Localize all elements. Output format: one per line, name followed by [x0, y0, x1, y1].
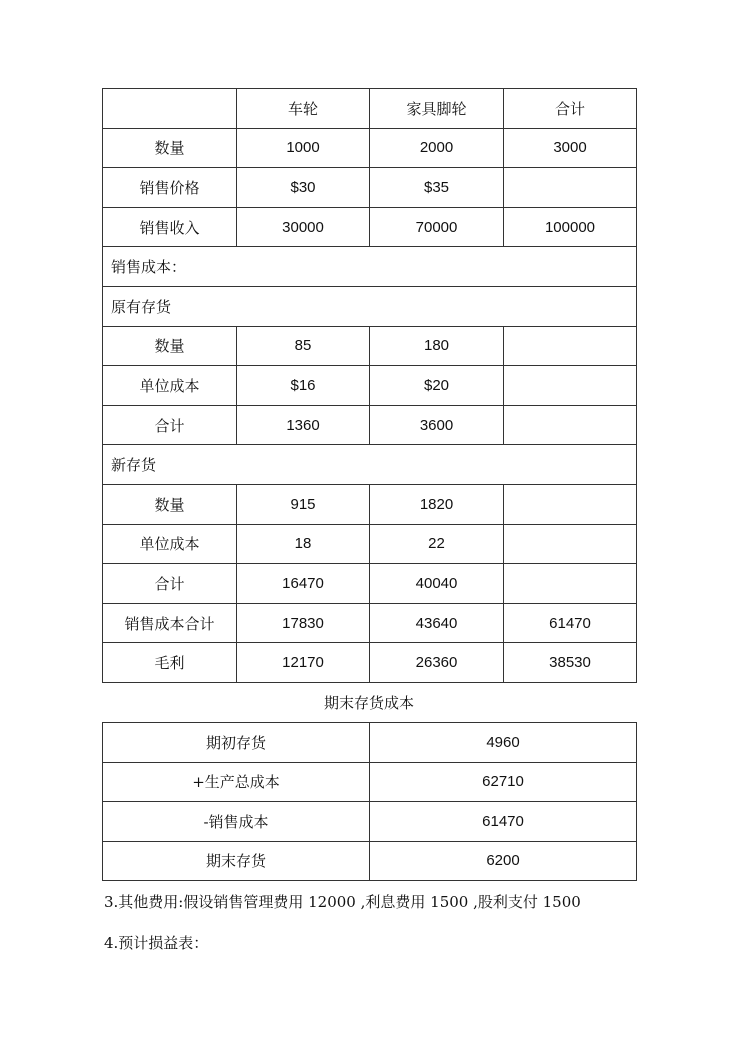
row-label: 销售收入: [103, 207, 237, 247]
table-row: [103, 723, 637, 763]
table-cell: 43640: [370, 603, 504, 643]
row-label: 期末存货: [103, 841, 370, 881]
table-cell: 100000: [504, 207, 637, 247]
table-cell: $20: [370, 366, 504, 406]
header-cell-blank: [103, 89, 237, 129]
table-cell: 915: [237, 484, 370, 524]
table-cell: 1360: [237, 405, 370, 445]
table-cell: 30000: [237, 207, 370, 247]
income-statement-heading: 4.预计损益表：: [104, 934, 209, 952]
table-row: [103, 326, 637, 366]
table-cell: 62710: [370, 762, 637, 802]
table-cell: [504, 564, 637, 604]
row-label: 合计: [103, 405, 237, 445]
row-label: 毛利: [103, 643, 237, 683]
table-cell: 38530: [504, 643, 637, 683]
table-cell: [504, 524, 637, 564]
header-cell-total: 合计: [504, 89, 637, 129]
ending-inventory-title: 期末存货成本: [323, 694, 414, 712]
table-row: [103, 802, 637, 842]
ending-inventory-table-body: [103, 723, 637, 881]
table-row: [103, 128, 637, 168]
other-expenses-paragraph: 3.其他费用:假设销售管理费用 12000 ,利息费用 1500 ,股利支付 1500: [104, 893, 581, 911]
table-cell: [504, 484, 637, 524]
table-cell: 70000: [370, 207, 504, 247]
table-cell: 12170: [237, 643, 370, 683]
table-cell: 40040: [370, 564, 504, 604]
header-cell-wheels: 车轮: [237, 89, 370, 129]
table-cell: [504, 405, 637, 445]
row-label: +生产总成本: [103, 762, 370, 802]
table-cell: 1000: [237, 128, 370, 168]
table-header-row: [103, 89, 637, 129]
section-row: [103, 247, 637, 287]
table-cell: 85: [237, 326, 370, 366]
table-cell: 17830: [237, 603, 370, 643]
table-cell: 26360: [370, 643, 504, 683]
table-row: [103, 564, 637, 604]
table-cell: 3600: [370, 405, 504, 445]
row-label: 销售成本合计: [103, 603, 237, 643]
section-row: [103, 445, 637, 485]
ending-inventory-table: [102, 722, 637, 881]
table-row: [103, 366, 637, 406]
table-row: [103, 524, 637, 564]
table-cell: 22: [370, 524, 504, 564]
row-label: 合计: [103, 564, 237, 604]
table-cell: 61470: [504, 603, 637, 643]
table-cell: 1820: [370, 484, 504, 524]
table-row: [103, 405, 637, 445]
table-cell: [504, 366, 637, 406]
table-cell: 4960: [370, 723, 637, 763]
table-cell: 180: [370, 326, 504, 366]
section-label: 原有存货: [103, 286, 637, 326]
table-cell: [504, 168, 637, 208]
header-cell-casters: 家具脚轮: [370, 89, 504, 129]
row-label: 数量: [103, 326, 237, 366]
table-row: [103, 168, 637, 208]
table-row: [103, 643, 637, 683]
table-cell: $16: [237, 366, 370, 406]
row-label: 数量: [103, 128, 237, 168]
table-row: [103, 841, 637, 881]
table-cell: $30: [237, 168, 370, 208]
row-label: 单位成本: [103, 366, 237, 406]
table-cell: 18: [237, 524, 370, 564]
table-row: [103, 207, 637, 247]
table-row: [103, 603, 637, 643]
table-row: [103, 762, 637, 802]
table-row: [103, 484, 637, 524]
table-cell: $35: [370, 168, 504, 208]
sales-cost-table-body: [103, 89, 637, 683]
table-cell: 6200: [370, 841, 637, 881]
row-label: 单位成本: [103, 524, 237, 564]
row-label: 销售价格: [103, 168, 237, 208]
table-cell: 3000: [504, 128, 637, 168]
sales-cost-table: [102, 88, 637, 683]
section-label: 新存货: [103, 445, 637, 485]
row-label: 期初存货: [103, 723, 370, 763]
section-label: 销售成本：: [103, 247, 637, 287]
table-cell: 16470: [237, 564, 370, 604]
row-label: -销售成本: [103, 802, 370, 842]
table-cell: [504, 326, 637, 366]
table-cell: 61470: [370, 802, 637, 842]
row-label: 数量: [103, 484, 237, 524]
section-row: [103, 286, 637, 326]
table-cell: 2000: [370, 128, 504, 168]
